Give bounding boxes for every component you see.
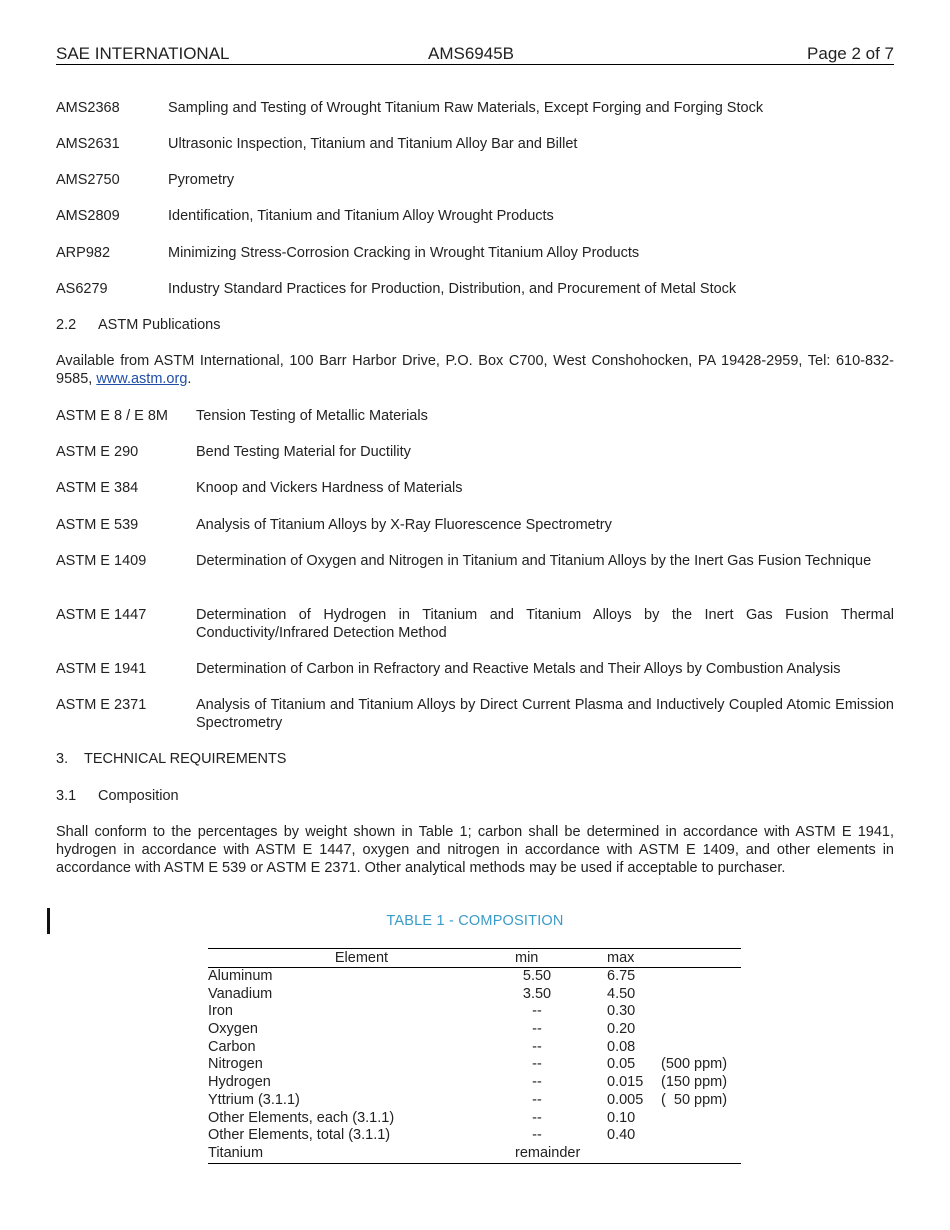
reference-title: Tension Testing of Metallic Materials <box>196 408 428 424</box>
astm-intro-paragraph: Available from ASTM International, 100 Barr Harbor Drive, P.O. Box C700, West Conshohocken, PA 19428-2959, Tel: 610-832-9585, www.astm.org. <box>56 353 894 387</box>
cell-max: 0.10 <box>607 1109 636 1126</box>
section-heading-3 <box>56 750 286 768</box>
table-row <box>208 968 741 986</box>
cell-min: 3.50 <box>522 985 552 1002</box>
reference-code: ASTM E 1941 <box>56 661 147 677</box>
cell-ppm: (500 ppm) <box>661 1056 728 1073</box>
reference-title: Sampling and Testing of Wrought Titanium Raw Materials, Except Forging and Forging Stock <box>168 100 764 116</box>
cell-ppm: ( 50 ppm) <box>661 1091 728 1108</box>
cell-min: -- <box>532 1074 542 1091</box>
header-element: Element <box>334 950 389 966</box>
reference-code: ASTM E 384 <box>56 480 139 496</box>
reference-title: Analysis of Titanium and Titanium Alloys by Direct Current Plasma and Inductively Coupled Atomic Emission Spectrometry <box>196 697 894 731</box>
table-row <box>208 1127 741 1145</box>
header-max: max <box>607 950 635 966</box>
page-header <box>56 44 894 65</box>
astm-website-link[interactable]: www.astm.org <box>96 371 188 387</box>
reference-code: ASTM E 539 <box>56 517 139 533</box>
cell-max: 0.05 <box>607 1056 636 1073</box>
reference-code: AS6279 <box>56 281 108 297</box>
section-number: 3. <box>56 751 69 767</box>
table-row <box>208 1110 741 1128</box>
cell-min: -- <box>532 1003 542 1020</box>
reference-title: Determination of Oxygen and Nitrogen in Titanium and Titanium Alloys by the Inert Gas Fusion Technique <box>196 553 872 569</box>
reference-title: Industry Standard Practices for Production, Distribution, and Procurement of Metal Stock <box>168 281 737 297</box>
cell-min: -- <box>532 1091 542 1108</box>
cell-min: 5.50 <box>522 968 552 984</box>
header-doc-number: AMS6945B <box>428 44 514 63</box>
cell-max: 0.40 <box>607 1127 636 1144</box>
cell-element: Iron <box>208 1003 233 1020</box>
reference-code: ARP982 <box>56 245 111 261</box>
reference-code: AMS2809 <box>56 208 120 224</box>
cell-ppm: (150 ppm) <box>661 1074 728 1091</box>
reference-code: ASTM E 1447 <box>56 607 147 623</box>
table-caption: TABLE 1 - COMPOSITION <box>386 913 564 929</box>
section-number: 2.2 <box>56 317 77 333</box>
reference-code: ASTM E 290 <box>56 444 139 460</box>
table-row <box>208 1145 741 1164</box>
section-title: Composition <box>98 788 179 804</box>
section-heading-3-1 <box>56 787 179 805</box>
table-row <box>208 1056 741 1074</box>
cell-min: -- <box>532 1109 542 1126</box>
section-number: 3.1 <box>56 788 77 804</box>
table-row <box>208 986 741 1004</box>
cell-element: Other Elements, each (3.1.1) <box>208 1109 395 1126</box>
header-page-number: Page 2 of 7 <box>807 44 894 63</box>
reference-code: ASTM E 8 / E 8M <box>56 408 168 424</box>
cell-max: 0.005 <box>607 1091 644 1108</box>
cell-element: Titanium <box>208 1144 264 1161</box>
cell-element: Carbon <box>208 1038 256 1055</box>
reference-code: AMS2368 <box>56 100 120 116</box>
reference-code: AMS2750 <box>56 172 120 188</box>
astm-intro-text: Available from ASTM International, 100 Barr Harbor Drive, P.O. Box C700, West Conshohocken, PA 19428-2959, Tel: 610-832-9585, <box>56 353 894 387</box>
cell-min: remainder <box>515 1144 581 1161</box>
cell-max: 4.50 <box>607 985 636 1002</box>
reference-code: ASTM E 1409 <box>56 553 147 569</box>
reference-title: Bend Testing Material for Ductility <box>196 444 411 460</box>
reference-title: Knoop and Vickers Hardness of Materials <box>196 480 463 496</box>
cell-max: 0.30 <box>607 1003 636 1020</box>
cell-element: Other Elements, total (3.1.1) <box>208 1127 391 1144</box>
cell-min: -- <box>532 1127 542 1144</box>
reference-title: Ultrasonic Inspection, Titanium and Titanium Alloy Bar and Billet <box>168 136 578 152</box>
cell-min: -- <box>532 1038 542 1055</box>
reference-title: Determination of Hydrogen in Titanium and Titanium Alloys by the Inert Gas Fusion Thermal Conductivity/Infrared Detection Method <box>196 607 894 641</box>
composition-table <box>208 948 741 1164</box>
header-min: min <box>515 950 539 966</box>
cell-max: 6.75 <box>607 968 636 984</box>
section-heading-2-2 <box>56 316 221 334</box>
table-row <box>208 1074 741 1092</box>
cell-max: 0.015 <box>607 1074 644 1091</box>
cell-max: 0.08 <box>607 1038 636 1055</box>
reference-title: Identification, Titanium and Titanium Alloy Wrought Products <box>168 208 554 224</box>
header-org: SAE INTERNATIONAL <box>56 44 230 63</box>
cell-element: Vanadium <box>208 985 273 1002</box>
reference-code: AMS2631 <box>56 136 120 152</box>
reference-title: Pyrometry <box>168 172 235 188</box>
reference-title: Determination of Carbon in Refractory and Reactive Metals and Their Alloys by Combustion Analysis <box>196 661 841 677</box>
reference-title: Minimizing Stress-Corrosion Cracking in Wrought Titanium Alloy Products <box>168 245 640 261</box>
cell-min: -- <box>532 1021 542 1038</box>
reference-title: Analysis of Titanium Alloys by X-Ray Fluorescence Spectrometry <box>196 517 612 533</box>
table-row <box>208 1039 741 1057</box>
cell-min: -- <box>532 1056 542 1073</box>
cell-element: Hydrogen <box>208 1074 271 1091</box>
cell-max: 0.20 <box>607 1021 636 1038</box>
table-row <box>208 1021 741 1039</box>
reference-code: ASTM E 2371 <box>56 697 147 713</box>
table-row <box>208 1092 741 1110</box>
cell-element: Aluminum <box>208 968 273 984</box>
table-row <box>208 1003 741 1021</box>
cell-element: Nitrogen <box>208 1056 263 1073</box>
section-title: TECHNICAL REQUIREMENTS <box>84 751 287 767</box>
table-header-row <box>208 949 741 968</box>
cell-element: Yttrium (3.1.1) <box>208 1091 300 1108</box>
section-title: ASTM Publications <box>98 317 221 333</box>
composition-paragraph: Shall conform to the percentages by weight shown in Table 1; carbon shall be determined in accordance with ASTM E 1941, hydrogen in accordance with ASTM E 1447, oxygen and nitrogen in accordance with ASTM E 1409, and other elements in accordance with ASTM E 539 or ASTM E 2371. Other analytical methods may be used if acceptable to purchaser. <box>56 824 894 876</box>
cell-element: Oxygen <box>208 1021 258 1038</box>
